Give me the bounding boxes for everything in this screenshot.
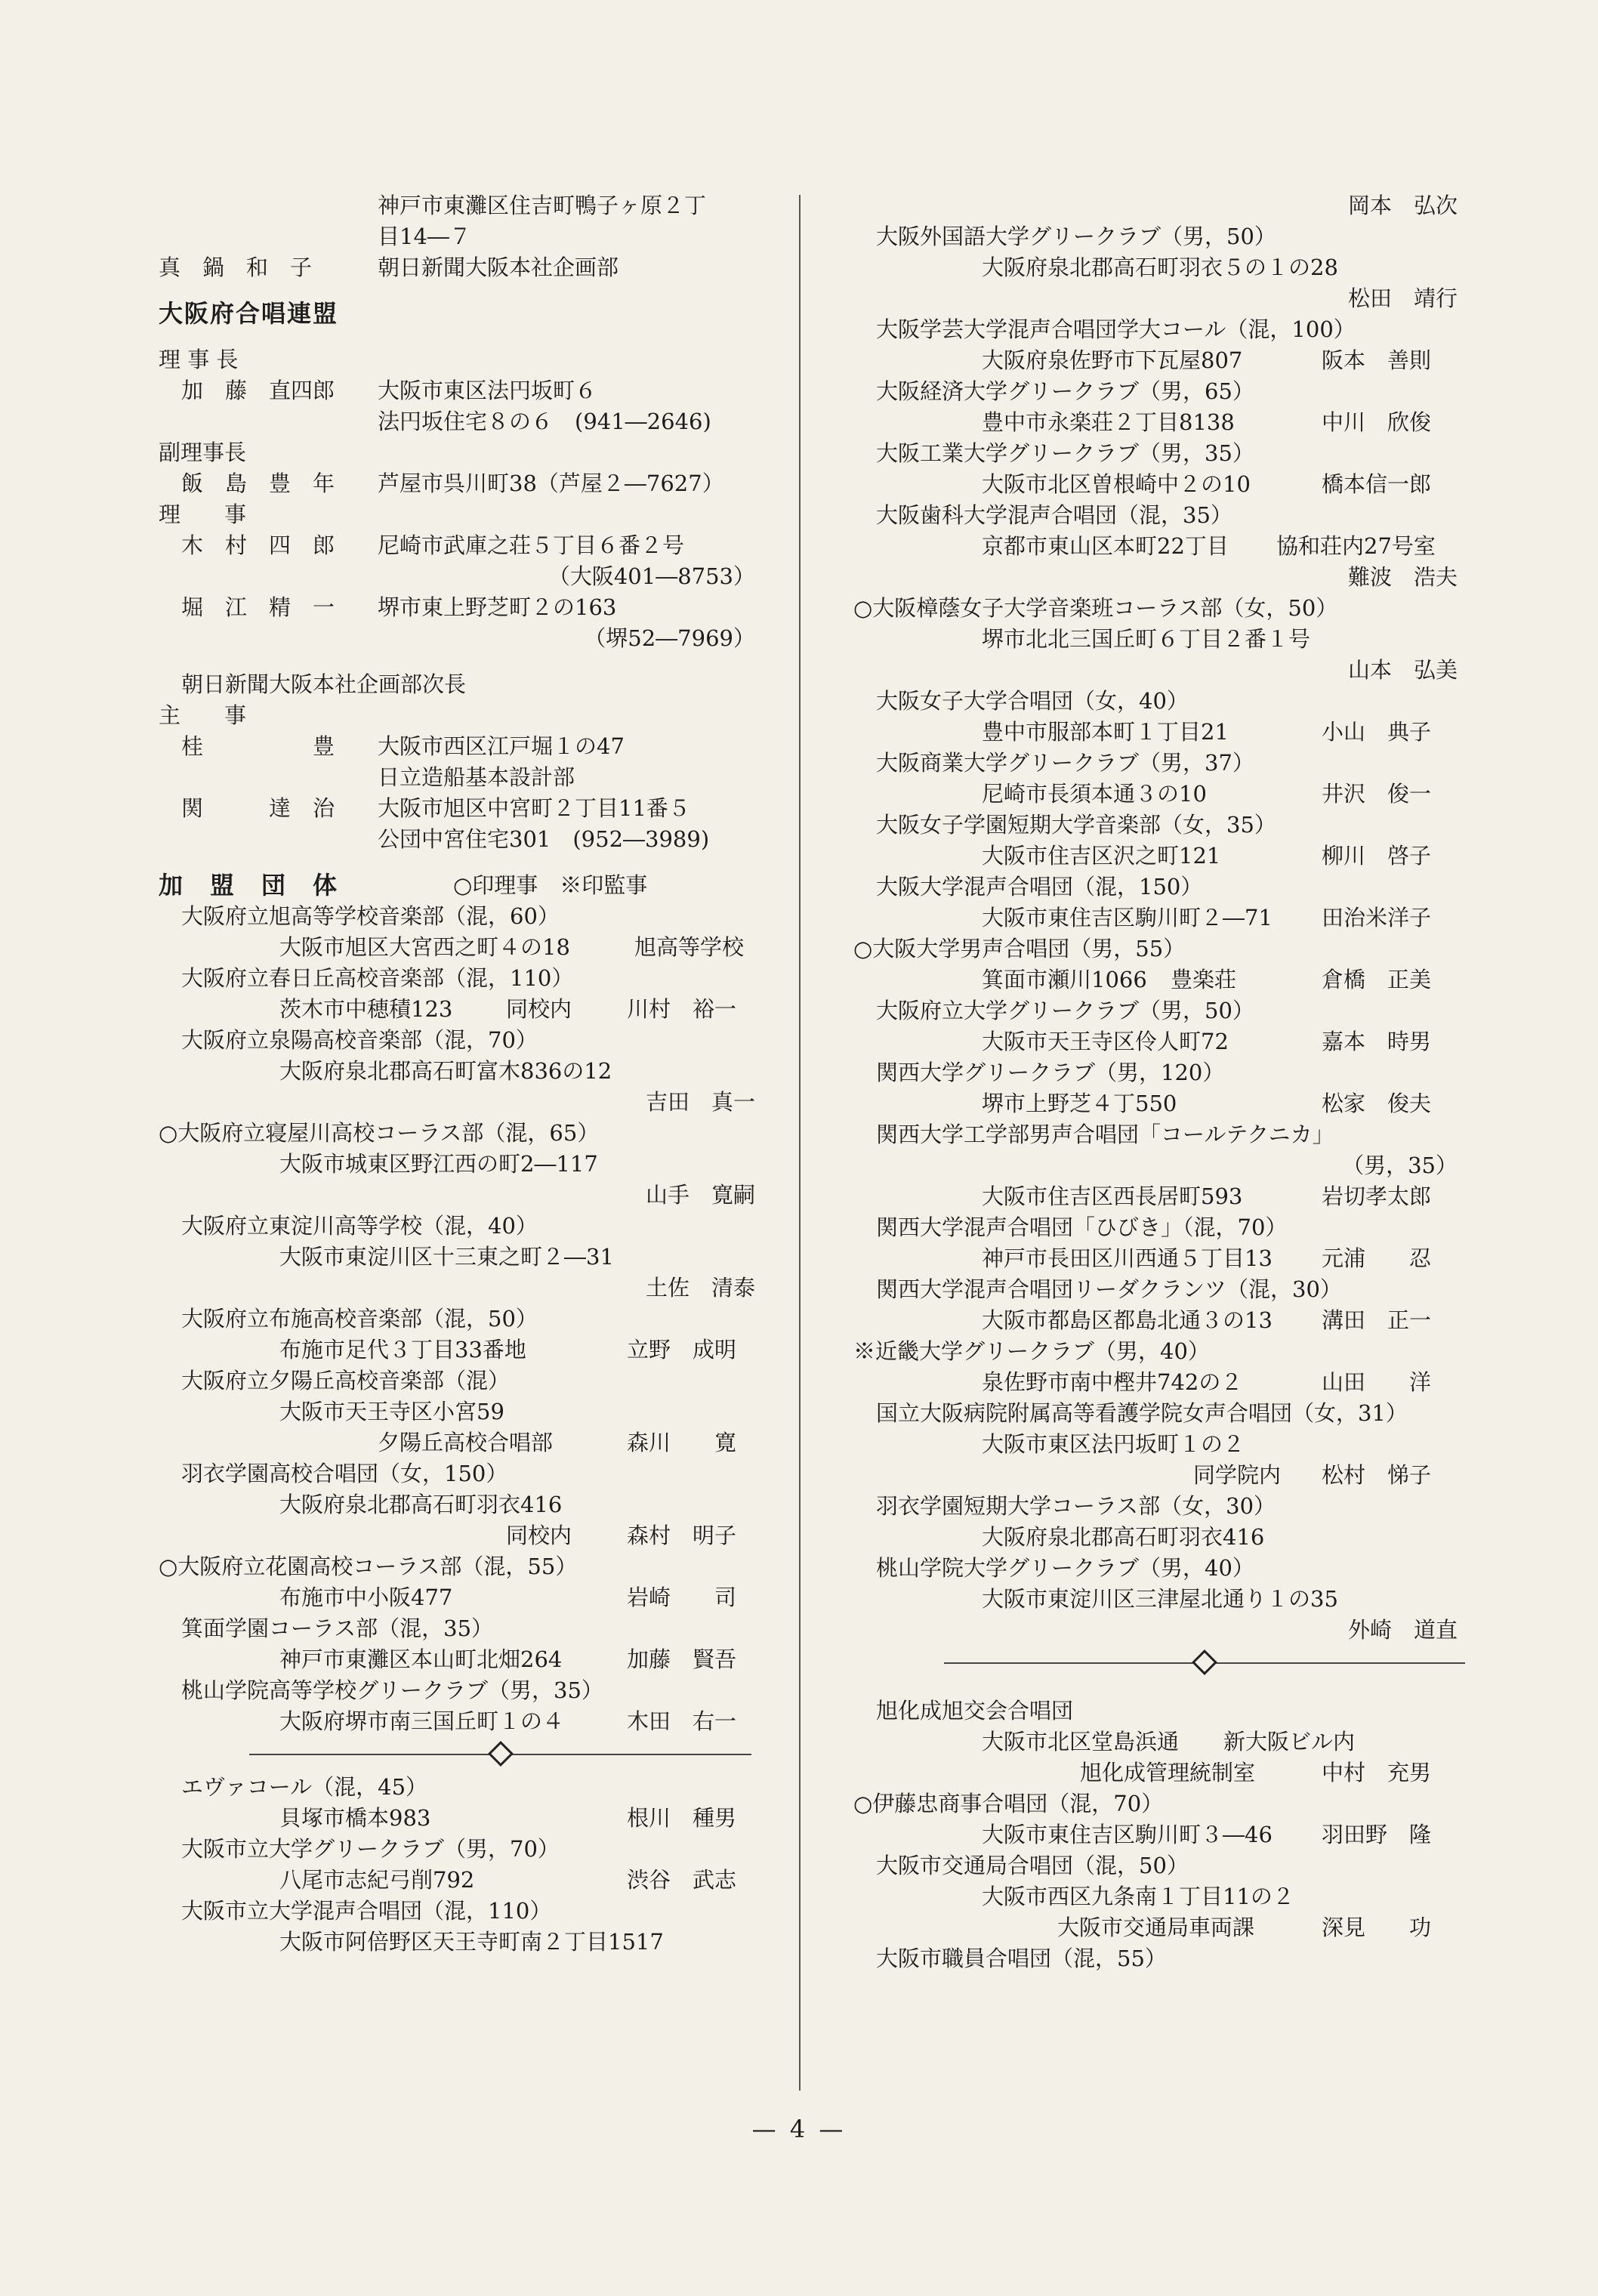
entry-line xyxy=(838,1881,1458,1912)
entry-text: 大阪府泉北郡高石町羽衣416 xyxy=(279,1492,563,1517)
entry-line xyxy=(151,1056,755,1087)
entry-line xyxy=(151,932,755,963)
entry-line xyxy=(838,1243,1458,1274)
entry-text: 大阪学芸大学混声合唱団学大コール（混，100） xyxy=(876,316,1356,342)
entry-line xyxy=(151,669,755,700)
entry-line xyxy=(838,810,1458,841)
entry-text: 桂 豊 xyxy=(181,733,335,759)
diamond-ornament-icon xyxy=(1192,1649,1217,1675)
entry-text: 岩崎 司 xyxy=(627,1585,737,1610)
section-heading xyxy=(151,870,755,901)
entry-text: 溝田 正一 xyxy=(1322,1307,1432,1333)
entry-line xyxy=(151,1180,755,1211)
entry-line xyxy=(838,1212,1458,1243)
entry-text: 森村 明子 xyxy=(627,1523,737,1548)
entry-line xyxy=(151,1520,755,1551)
entry-line xyxy=(838,1181,1458,1212)
entry-line xyxy=(838,624,1458,655)
entry-text: 副理事長 xyxy=(159,440,247,465)
entry-text: 加 藤 直四郎 xyxy=(181,378,335,403)
entry-text: 羽田野 隆 xyxy=(1322,1822,1432,1847)
entry-text: 飯 島 豊 年 xyxy=(181,471,335,496)
entry-text: 大阪府泉北郡高石町羽衣５の１の28 xyxy=(982,255,1338,280)
entry-text: 大阪市西区江戸堀１の47 xyxy=(378,733,625,759)
entry-text: 松家 俊夫 xyxy=(1322,1091,1432,1116)
entry-line xyxy=(838,655,1458,686)
entry-text: 桃山学院高等学校グリークラブ（男，35） xyxy=(181,1677,603,1703)
entry-text: 大阪市城東区野江西の町2―117 xyxy=(279,1151,598,1177)
entry-line xyxy=(838,1819,1458,1850)
entry-text: 公団中宮住宅301 (952―3989) xyxy=(378,826,710,852)
entry-line xyxy=(151,1273,755,1304)
entry-line xyxy=(838,1398,1458,1429)
entry-line xyxy=(838,438,1458,469)
entry-text: 大阪市東住吉区駒川町２―71 xyxy=(982,905,1273,930)
entry-text: 堺市北北三国丘町６丁目２番１号 xyxy=(982,626,1311,652)
entry-line xyxy=(151,1834,755,1865)
entry-text: 大阪市住吉区西長居町593 xyxy=(982,1183,1243,1209)
entry-line xyxy=(151,1551,755,1582)
entry-text: 大阪府合唱連盟 xyxy=(159,299,339,328)
entry-text: 理 事 xyxy=(159,501,247,527)
entry-text: 理 事 長 xyxy=(159,347,239,372)
entry-line xyxy=(151,1335,755,1366)
entry-line xyxy=(151,1304,755,1335)
entry-text: 旭化成管理統制室 xyxy=(1080,1760,1256,1785)
entry-line xyxy=(151,1865,755,1896)
entry-text: 八尾市志紀弓削792 xyxy=(279,1867,475,1893)
entry-line xyxy=(151,530,755,561)
entry-text: 法円坂住宅８の６ (941―2646) xyxy=(378,409,711,434)
entry-text: 大阪女子学園短期大学音楽部（女，35） xyxy=(876,812,1276,838)
entry-line xyxy=(151,1118,755,1149)
entry-line xyxy=(151,963,755,994)
entry-text: 同学院内 xyxy=(1193,1462,1282,1488)
entry-text: 大阪市旭区中宮町２丁目11番５ xyxy=(378,795,690,821)
entry-text: 松村 悌子 xyxy=(1322,1462,1432,1488)
entry-text: 大阪経済大学グリークラブ（男，65） xyxy=(876,378,1254,404)
entry-line xyxy=(151,1803,755,1834)
entry-line xyxy=(838,779,1458,810)
entry-line xyxy=(151,731,755,762)
entry-line xyxy=(838,1943,1458,1974)
spacer xyxy=(151,654,755,669)
entry-text: 布施市足代３丁目33番地 xyxy=(279,1337,526,1362)
entry-text: 倉橋 正美 xyxy=(1322,967,1432,992)
entry-text: ○印理事 ※印監事 xyxy=(453,872,648,898)
entry-text: 大阪府泉北郡高石町羽衣416 xyxy=(982,1524,1265,1550)
entry-text: 堺市上野芝４丁550 xyxy=(982,1091,1177,1116)
entry-line xyxy=(151,901,755,932)
entry-text: 関西大学混声合唱団「ひびき」（混，70） xyxy=(876,1214,1288,1240)
entry-line xyxy=(151,592,755,623)
entry-text: 箕面学園コーラス部（混，35） xyxy=(181,1616,494,1641)
spacer xyxy=(151,329,755,344)
entry-line xyxy=(151,994,755,1025)
entry-line xyxy=(838,748,1458,779)
entry-text: 大阪市東区法円坂町１の２ xyxy=(982,1431,1245,1457)
entry-text: 目14―７ xyxy=(378,224,471,249)
spacer xyxy=(151,283,755,298)
entry-text: 大阪外国語大学グリークラブ（男，50） xyxy=(876,224,1276,249)
entry-line xyxy=(151,700,755,731)
entry-line xyxy=(151,1927,755,1958)
entry-text: 朝日新聞大阪本社企画部次長 xyxy=(181,671,467,697)
entry-text: 深見 功 xyxy=(1322,1915,1432,1940)
entry-text: 木 村 四 郎 xyxy=(181,532,335,558)
entry-text: 大阪府泉北郡高石町富木836の12 xyxy=(279,1058,612,1084)
entry-text: 大阪工業大学グリークラブ（男，35） xyxy=(876,440,1254,466)
entry-text: 桃山学院大学グリークラブ（男，40） xyxy=(876,1555,1254,1581)
entry-line xyxy=(151,824,755,855)
entry-line xyxy=(838,1850,1458,1881)
entry-text: 川村 裕一 xyxy=(627,996,737,1022)
entry-line xyxy=(838,1057,1458,1088)
entry-line xyxy=(838,1367,1458,1398)
entry-text: 田治米洋子 xyxy=(1322,905,1432,930)
entry-text: ※近畿大学グリークラブ（男，40） xyxy=(853,1338,1210,1364)
entry-text: 大阪市天王寺区小宮59 xyxy=(279,1399,504,1424)
entry-text: 羽衣学園高校合唱団（女，150） xyxy=(181,1461,508,1486)
entry-line xyxy=(838,1088,1458,1119)
entry-text: 大阪府泉佐野市下瓦屋807 xyxy=(982,347,1243,373)
entry-text: 羽衣学園短期大学コーラス部（女，30） xyxy=(876,1493,1276,1519)
entry-text: 大阪市東淀川区十三東之町２―31 xyxy=(279,1244,614,1270)
entry-text: 森川 寛 xyxy=(627,1430,737,1455)
entry-line xyxy=(151,1644,755,1675)
entry-line xyxy=(838,995,1458,1026)
entry-line xyxy=(838,1274,1458,1305)
entry-text: 関西大学混声合唱団リーダクランツ（混，30） xyxy=(876,1276,1342,1302)
entry-line xyxy=(151,1396,755,1427)
entry-line xyxy=(838,562,1458,593)
entry-line xyxy=(151,762,755,793)
entry-text: 大阪歯科大学混声合唱団（混，35） xyxy=(876,502,1232,528)
entry-line xyxy=(151,1149,755,1180)
entry-line xyxy=(838,1119,1458,1150)
entry-right-text: 吉田 真一 xyxy=(645,1089,755,1115)
entry-line xyxy=(838,1615,1458,1646)
entry-text: 関西大学工学部男声合唱団「コールテクニカ」 xyxy=(876,1122,1334,1147)
entry-text: 大阪商業大学グリークラブ（男，37） xyxy=(876,750,1254,776)
entry-line xyxy=(838,1460,1458,1491)
entry-line xyxy=(838,1491,1458,1522)
entry-text: 渋谷 武志 xyxy=(627,1867,737,1893)
entry-text: 同校内 xyxy=(506,1523,572,1548)
entry-text: 木田 右一 xyxy=(627,1708,737,1734)
entry-text: 大阪市旭区大宮西之町４の18 xyxy=(279,934,570,960)
entry-text: 井沢 俊一 xyxy=(1322,781,1432,807)
entry-line xyxy=(838,1026,1458,1057)
entry-text: 豊中市服部本町１丁目21 xyxy=(982,719,1229,745)
entry-text: 日立造船基本設計部 xyxy=(378,764,575,790)
entry-line xyxy=(151,375,755,406)
entry-text: ○大阪府立花園高校コーラス部（混，55） xyxy=(159,1554,578,1579)
entry-line xyxy=(838,221,1458,252)
entry-line xyxy=(838,1727,1458,1757)
entry-line xyxy=(838,469,1458,500)
entry-line xyxy=(151,468,755,499)
entry-line xyxy=(838,190,1458,221)
entry-text: 立野 成明 xyxy=(627,1337,737,1362)
entry-text: 尼崎市長須本通３の10 xyxy=(982,781,1207,807)
entry-text: 大阪市北区堂島浜通 xyxy=(982,1729,1180,1754)
entry-line xyxy=(838,686,1458,717)
entry-text: 大阪大学混声合唱団（混，150） xyxy=(876,874,1203,900)
entry-text: 大阪女子大学合唱団（女，40） xyxy=(876,688,1189,714)
entry-right-text: 難波 浩夫 xyxy=(1347,564,1458,590)
entry-line xyxy=(151,561,755,592)
entry-text: 大阪府堺市南三国丘町１の４ xyxy=(279,1708,565,1734)
entry-line xyxy=(151,1489,755,1520)
entry-line xyxy=(838,1522,1458,1553)
entry-text: 主 事 xyxy=(159,702,247,728)
section-separator xyxy=(151,1737,755,1772)
entry-text: 神戸市東灘区住吉町鴨子ヶ原２丁 xyxy=(378,193,707,218)
entry-line xyxy=(838,872,1458,903)
entry-line xyxy=(838,964,1458,995)
entry-text: 神戸市長田区川西通５丁目13 xyxy=(982,1245,1273,1271)
entry-text: 豊楽荘 xyxy=(1171,967,1237,992)
entry-text: 大阪市都島区都島北通３の13 xyxy=(982,1307,1273,1333)
entry-text: 泉佐野市南中樫井742の２ xyxy=(982,1369,1243,1395)
entry-line xyxy=(838,1757,1458,1788)
entry-line xyxy=(151,623,755,654)
column-divider xyxy=(799,195,801,2091)
entry-text: 山田 洋 xyxy=(1322,1369,1432,1395)
entry-line xyxy=(151,1582,755,1613)
entry-text: 大阪府立旭高等学校音楽部（混，60） xyxy=(181,903,560,929)
entry-text: 芦屋市呉川町38（芦屋２―7627） xyxy=(378,471,724,496)
entry-line xyxy=(838,407,1458,438)
entry-line xyxy=(838,500,1458,531)
entry-text: 嘉本 時男 xyxy=(1322,1029,1432,1054)
entry-text: 大阪府立布施高校音楽部（混，50） xyxy=(181,1306,538,1332)
entry-text: 堀 江 精 一 xyxy=(181,594,335,620)
entry-line xyxy=(838,903,1458,934)
entry-text: 根川 種男 xyxy=(627,1805,737,1831)
entry-line xyxy=(151,1613,755,1644)
entry-right-text: （大阪401―8753） xyxy=(548,563,755,589)
entry-line xyxy=(151,1458,755,1489)
entry-line xyxy=(838,1336,1458,1367)
entry-text: 加 盟 団 体 xyxy=(159,871,339,900)
entry-line xyxy=(151,1772,755,1803)
entry-text: 大阪市東区法円坂町６ xyxy=(378,378,597,403)
entry-text: ○大阪府立寝屋川高校コーラス部（混，65） xyxy=(159,1120,600,1146)
page-number: — 4 — xyxy=(751,2115,847,2143)
entry-line xyxy=(838,345,1458,376)
entry-text: 旭高等学校 xyxy=(634,934,745,960)
entry-text: 小山 典子 xyxy=(1322,719,1432,745)
spacer xyxy=(151,855,755,870)
entry-line xyxy=(151,1896,755,1927)
entry-text: 神戸市東灘区本山町北畑264 xyxy=(279,1646,563,1672)
entry-text: 尼崎市武庫之荘５丁目６番２号 xyxy=(378,532,685,558)
entry-line xyxy=(838,1553,1458,1584)
entry-text: 同校内 xyxy=(506,996,572,1022)
entry-right-text: 外崎 道直 xyxy=(1347,1617,1458,1643)
entry-text: 朝日新聞大阪本社企画部 xyxy=(378,255,619,280)
entry-text: 大阪市交通局合唱団（混，50） xyxy=(876,1853,1189,1878)
entry-line xyxy=(838,934,1458,964)
entry-text: 大阪市交通局車両課 xyxy=(1057,1915,1255,1940)
entry-text: 大阪府立東淀川高等学校（混，40） xyxy=(181,1213,538,1239)
entry-text: 大阪府立泉陽高校音楽部（混，70） xyxy=(181,1027,538,1053)
entry-text: 貝塚市橋本983 xyxy=(279,1805,431,1831)
left-column xyxy=(151,190,755,1958)
entry-text: 大阪市東住吉区駒川町３―46 xyxy=(982,1822,1273,1847)
entry-text: 大阪市阿倍野区天王寺町南２丁目1517 xyxy=(279,1929,664,1955)
entry-line xyxy=(151,1087,755,1118)
entry-line xyxy=(838,841,1458,872)
entry-text: 大阪市住吉区沢之町121 xyxy=(982,843,1221,869)
entry-line xyxy=(151,221,755,252)
entry-text: 柳川 啓子 xyxy=(1322,843,1432,869)
entry-line xyxy=(151,406,755,437)
entry-line xyxy=(838,531,1458,562)
entry-line xyxy=(838,1788,1458,1819)
entry-line xyxy=(838,593,1458,624)
entry-line xyxy=(838,1429,1458,1460)
entry-text: 茨木市中穂積123 xyxy=(279,996,453,1022)
entry-text: 阪本 善則 xyxy=(1322,347,1432,373)
entry-line xyxy=(838,1912,1458,1943)
entry-line xyxy=(151,252,755,283)
entry-right-text: 土佐 清泰 xyxy=(645,1275,755,1301)
entry-line xyxy=(838,376,1458,407)
entry-text: 元浦 忍 xyxy=(1322,1245,1432,1271)
right-column xyxy=(838,190,1458,1974)
spacer xyxy=(838,1680,1458,1696)
entry-text: 大阪府立春日丘高校音楽部（混，110） xyxy=(181,965,574,991)
entry-text: 夕陽丘高校合唱部 xyxy=(378,1430,554,1455)
entry-text: 大阪府立大学グリークラブ（男，50） xyxy=(876,998,1254,1023)
entry-line xyxy=(151,1675,755,1706)
entry-text: 中川 欣俊 xyxy=(1322,409,1432,435)
entry-text: 協和荘内27号室 xyxy=(1276,533,1436,559)
entry-line xyxy=(838,1305,1458,1336)
entry-text: 布施市中小阪477 xyxy=(279,1585,453,1610)
entry-line xyxy=(151,190,755,221)
entry-line xyxy=(151,1706,755,1737)
entry-line xyxy=(838,717,1458,748)
entry-text: 大阪市職員合唱団（混，55） xyxy=(876,1946,1167,1971)
entry-text: 橋本信一郎 xyxy=(1322,471,1432,497)
diamond-ornament-icon xyxy=(488,1741,514,1767)
entry-line xyxy=(838,283,1458,314)
entry-right-text: 松田 靖行 xyxy=(1347,285,1458,311)
entry-right-text: （堺52―7969） xyxy=(584,625,755,651)
entry-line xyxy=(151,437,755,468)
entry-right-text: 岡本 弘次 xyxy=(1347,193,1458,218)
entry-text: 堺市東上野芝町２の163 xyxy=(378,594,617,620)
entry-text: 岩切孝太郎 xyxy=(1322,1183,1432,1209)
entry-text: 関 達 治 xyxy=(181,795,335,821)
entry-line xyxy=(151,1025,755,1056)
entry-text: 大阪府立夕陽丘高校音楽部（混） xyxy=(181,1368,511,1393)
entry-line xyxy=(151,499,755,530)
entry-text: 国立大阪病院附属高等看護学院女声合唱団（女，31） xyxy=(876,1400,1408,1426)
entry-right-text: （男，35） xyxy=(1342,1153,1458,1178)
entry-text: 旭化成旭交会合唱団 xyxy=(876,1698,1074,1724)
entry-text: 関西大学グリークラブ（男，120） xyxy=(876,1060,1225,1085)
entry-line xyxy=(838,252,1458,283)
entry-text: 京都市東山区本町22丁目 xyxy=(982,533,1229,559)
entry-text: ○伊藤忠商事合唱団（混，70） xyxy=(853,1791,1164,1816)
entry-line xyxy=(151,1366,755,1396)
entry-text: ○大阪大学男声合唱団（男，55） xyxy=(853,936,1186,961)
entry-text: 加藤 賢吾 xyxy=(627,1646,737,1672)
entry-line xyxy=(151,1427,755,1458)
entry-line xyxy=(838,1150,1458,1181)
entry-line xyxy=(838,314,1458,345)
section-separator xyxy=(838,1646,1458,1680)
entry-text: 大阪市北区曽根崎中２の10 xyxy=(982,471,1251,497)
section-heading xyxy=(151,298,755,329)
entry-text: 大阪市立大学混声合唱団（混，110） xyxy=(181,1898,552,1924)
entry-line xyxy=(151,1211,755,1242)
entry-right-text: 山本 弘美 xyxy=(1347,657,1458,683)
entry-line xyxy=(838,1584,1458,1615)
entry-text: 大阪市天王寺区伶人町72 xyxy=(982,1029,1229,1054)
entry-line xyxy=(151,793,755,824)
entry-text: 中村 充男 xyxy=(1322,1760,1432,1785)
entry-text: 大阪市東淀川区三津屋北通り１の35 xyxy=(982,1586,1338,1612)
entry-line xyxy=(151,344,755,375)
entry-text: 新大阪ビル内 xyxy=(1223,1729,1356,1754)
entry-line xyxy=(838,1696,1458,1727)
entry-text: ○大阪樟蔭女子大学音楽班コーラス部（女，50） xyxy=(853,595,1338,621)
entry-text: 大阪市西区九条南１丁目11の２ xyxy=(982,1884,1294,1909)
entry-text: 豊中市永楽荘２丁目8138 xyxy=(982,409,1235,435)
entry-text: 箕面市瀬川1066 xyxy=(982,967,1147,992)
entry-text: エヴァコール（混，45） xyxy=(181,1774,428,1800)
entry-text: 大阪市立大学グリークラブ（男，70） xyxy=(181,1836,560,1862)
entry-line xyxy=(151,1242,755,1273)
entry-text: 真 鍋 和 子 xyxy=(159,255,313,280)
entry-right-text: 山手 寛嗣 xyxy=(645,1182,755,1208)
